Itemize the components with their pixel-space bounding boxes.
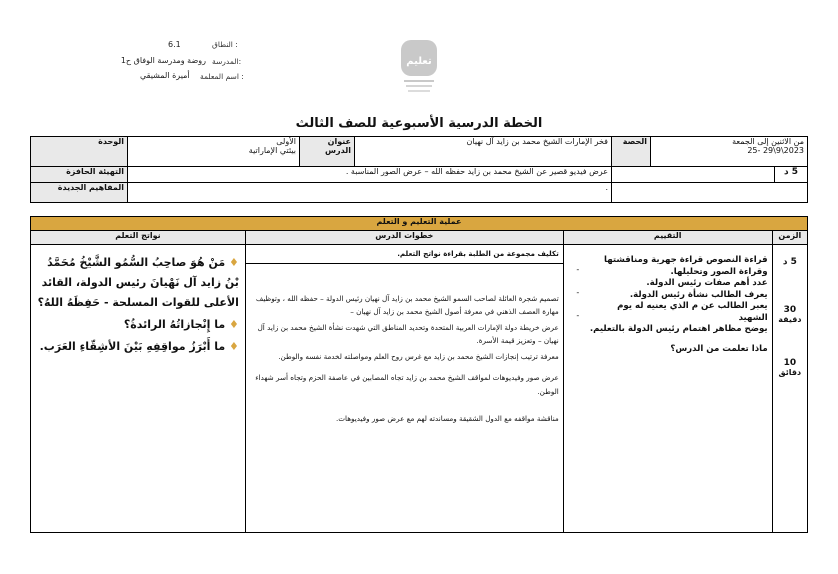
assessment-cell	[563, 245, 772, 533]
assessment-question: ماذا تعلمت من الدرس؟	[670, 343, 768, 354]
concepts-label: المفاهيم الجديدة	[31, 183, 128, 203]
outcome-item: ♦ مَنْ هُوَ صاحِبُ السُّمُو الشَّيْخُ مُحَمَّدُ بْنُ زايد آل نَهْيانَ رئيس الدولة، القائد الأعلى للقوات المسلحة - حَفِظَهُ اللهُ؟	[37, 256, 239, 309]
period-value-1: من الاثنين إلى الجمعة	[732, 137, 804, 146]
lesson-step: معرفة ترتيب إنجازات الشيخ محمد بن زايد مع غرس روح العلم ومواصلته لخدمة نفسه والوطن.	[278, 351, 559, 361]
school-value: روضة ومدرسة الوفاق ح1	[120, 56, 206, 65]
assessment-item: يعرف الطالب نشأة رئيس الدولة.	[629, 289, 768, 300]
steps-cell	[245, 245, 563, 533]
assessment-item: يعبر الطالب عن م الذي يعنيه له يوم الشهيد	[617, 301, 768, 323]
outcome-item: ♦ ما أَبْرَزُ مواقِفِهِ بَيْنَ الأشِقّاءِ العَرَب.	[39, 340, 239, 353]
school-label: المدرسة:	[212, 57, 242, 66]
warmup-value: عرض فيديو قصير عن الشيخ محمد بن زايد حفظه الله – عرض الصور المناسبة .	[128, 167, 612, 183]
unit-value-2: بيئتي الإماراتية	[248, 146, 296, 155]
lesson-title-value: فخر الإمارات الشيخ محمد بن زايد آل نهيان	[355, 137, 612, 167]
col-steps: خطوات الدرس	[245, 231, 563, 245]
unit-value-1: الأولى	[276, 137, 296, 146]
period-label: الحصة	[612, 137, 651, 167]
teacher-label: اسم المعلمة :	[200, 72, 244, 81]
dash-marker: -	[576, 288, 580, 297]
col-assessment: التقييم	[563, 231, 772, 245]
dash-marker: -	[576, 311, 580, 320]
unit-label: الوحدة	[31, 137, 128, 167]
assessment-item: يوضح مظاهر اهتمام رئيس الدولة بالتعليم.	[589, 324, 768, 334]
assessment-item: قراءة النصوص قراءة جهرية ومناقشتها وقراءة الصور وتحليلها.	[603, 255, 768, 277]
time-item: 30 دقيقة	[778, 305, 802, 324]
warmup-empty	[612, 167, 775, 183]
warmup-label: التهيئة الحافزة	[31, 167, 128, 183]
scope-value: 6.1	[168, 40, 181, 49]
outcome-item: ♦ ما إِنْجازاتُهُ الرائدةُ؟	[123, 318, 239, 331]
time-item: 5 د	[782, 257, 797, 267]
period-cell	[651, 137, 808, 167]
unit-cell	[128, 137, 300, 167]
warmup-time: 5 د	[775, 167, 808, 183]
process-table	[30, 216, 808, 533]
period-value-2: 2023\9\29 -25	[747, 146, 804, 155]
outcomes-cell	[31, 245, 246, 533]
lesson-title-label: عنوان الدرس	[300, 137, 355, 167]
lesson-step: تصميم شجرة العائلة لصاحب السمو الشيخ محمد بن زايد آل نهيان رئيس الدولة – حفظه الله ، وتوظيف مهارة العصف الذهني في معرفة أصول الشيخ محمد بن زايد آل نهيان –	[255, 293, 559, 316]
teacher-value: أميرة المشيقي	[140, 71, 190, 80]
time-item: 10 دقائق	[778, 358, 802, 377]
lesson-step: عرض صور وفيديوهات لمواقف الشيخ محمد بن زايد تجاه المصابين في عاصفة الحزم وتجاه أسر شهداء الوطن.	[255, 373, 559, 396]
dash-marker: -	[576, 265, 580, 274]
concepts-empty	[612, 183, 808, 203]
lesson-info-table	[30, 136, 808, 203]
time-cell	[772, 245, 807, 533]
lesson-step: عرض خريطة دولة الإمارات العربية المتحدة وتحديد المناطق التي شهدت نشأة الشيخ محمد بن زايد آل نهيان – وتعزيز قيمة الأسرة.	[257, 322, 559, 345]
steps-intro: تكليف مجموعة من الطلبة بقراءة نواتج التعلم.	[246, 245, 563, 264]
assessment-item: عدد أهم صفات رئيس الدولة.	[646, 278, 768, 288]
concepts-value: .	[128, 183, 612, 203]
process-section-title: عملية التعليم و التعلم	[31, 217, 808, 231]
ministry-logo	[396, 36, 442, 98]
scope-label: النطاق :	[212, 40, 238, 49]
page-title: الخطة الدرسية الأسبوعية للصف الثالث	[295, 116, 543, 131]
lesson-step: مناقشة مواقفه مع الدول الشقيقة ومساندته لهم مع عرض صور وفيديوهات.	[335, 414, 559, 423]
svg-text:تعليم: تعليم	[406, 56, 432, 67]
col-time: الزمن	[772, 231, 807, 245]
col-outcomes: نواتج التعلم	[31, 231, 246, 245]
